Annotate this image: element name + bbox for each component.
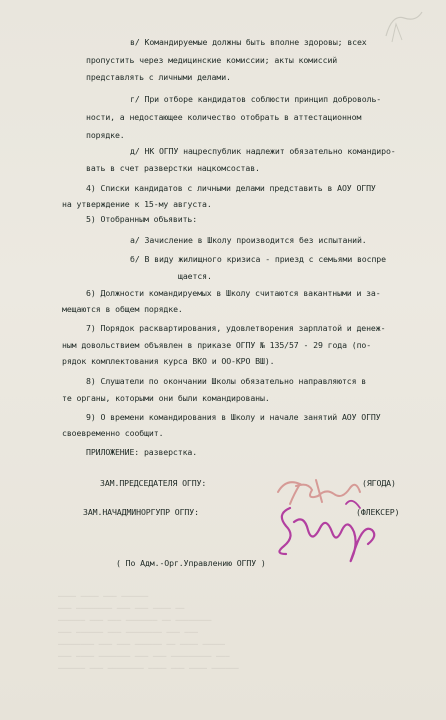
text-line: представлять с личными делами. (86, 72, 231, 82)
text-line: на утверждение к 15-му августа. (62, 199, 212, 209)
text-line: ным довольствием объявлен в приказе ОГПУ № 135/57 - 29 года (по- (62, 340, 372, 350)
signature-flekser (279, 508, 374, 561)
signatory-position: ЗАМ.ПРЕДСЕДАТЕЛЯ ОГПУ: (100, 478, 207, 488)
text-line: мещаются в общем порядке. (62, 304, 183, 314)
text-line: 7) Порядок расквартирования, удовлетворения зарплатой и денеж- (86, 323, 386, 333)
signatory-name: (ЯГОДА) (362, 478, 396, 488)
text-line: порядке. (86, 130, 125, 140)
text-line: вать в счет разверстки нацкомсостав. (86, 163, 260, 173)
signature-yagoda (278, 480, 360, 504)
text-line: а/ Зачисление в Школу производится без испытаний. (130, 235, 367, 245)
footer-note: ( По Адм.-Орг.Управлению ОГПУ ) (116, 558, 266, 568)
signatory-name: (ФЛЕКСЕР) (356, 507, 400, 517)
text-line: г/ При отборе кандидатов соблюсти принцип доброволь- (130, 94, 382, 104)
text-line: 4) Списки кандидатов с личными делами представить в АОУ ОГПУ (86, 183, 376, 193)
text-line: своевременно сообщит. (62, 428, 164, 438)
corner-stamp-mark (382, 6, 428, 46)
text-line: рядок комплектования курса ВКО и ОО-КРО ВШ). (62, 356, 275, 366)
signatory-position: ЗАМ.НАЧАДМИНОРГУПР ОГПУ: (83, 507, 199, 517)
text-line: в/ Командируемые должны быть вполне здоровы; всех (130, 37, 367, 47)
bleed-through-text: —————— ——— ———————— ———— ——— ———— —————— ——— ———— ——————— ——— ——— ————————— ——— ———————— ——— ——— —————— —— ———— ————— ——— —————— ——— ———————— ——— ——— —————— ——— ——— ——————— —— ———————— ——— ———————— ——— ——— ———— —— ———— ———— ——— —————— (58, 592, 239, 673)
text-line: б/ В виду жилищного кризиса - приезд с семьями воспре (130, 254, 386, 264)
handwritten-signatures (256, 474, 396, 574)
text-line: щается. (178, 271, 212, 281)
text-line: пропустить через медицинские комиссии; акты комиссий (86, 55, 338, 65)
text-line: 9) О времени командирования в Школу и начале занятий АОУ ОГПУ (86, 412, 381, 422)
text-line: те органы, которыми они были командированы. (62, 393, 270, 403)
text-line: 6) Должности командируемых в Школу считаются вакантными и за- (86, 288, 381, 298)
text-line: ности, а недостающее количество отобрать в аттестационном (86, 112, 362, 122)
text-line: д/ НК ОГПУ нацреспублик надлежит обязательно командиро- (130, 146, 396, 156)
attachment-line: ПРИЛОЖЕНИЕ: разверстка. (86, 447, 198, 457)
text-line: 5) Отобранным объявить: (86, 214, 198, 224)
text-line: 8) Слушатели по окончании Школы обязательно направляются в (86, 376, 367, 386)
